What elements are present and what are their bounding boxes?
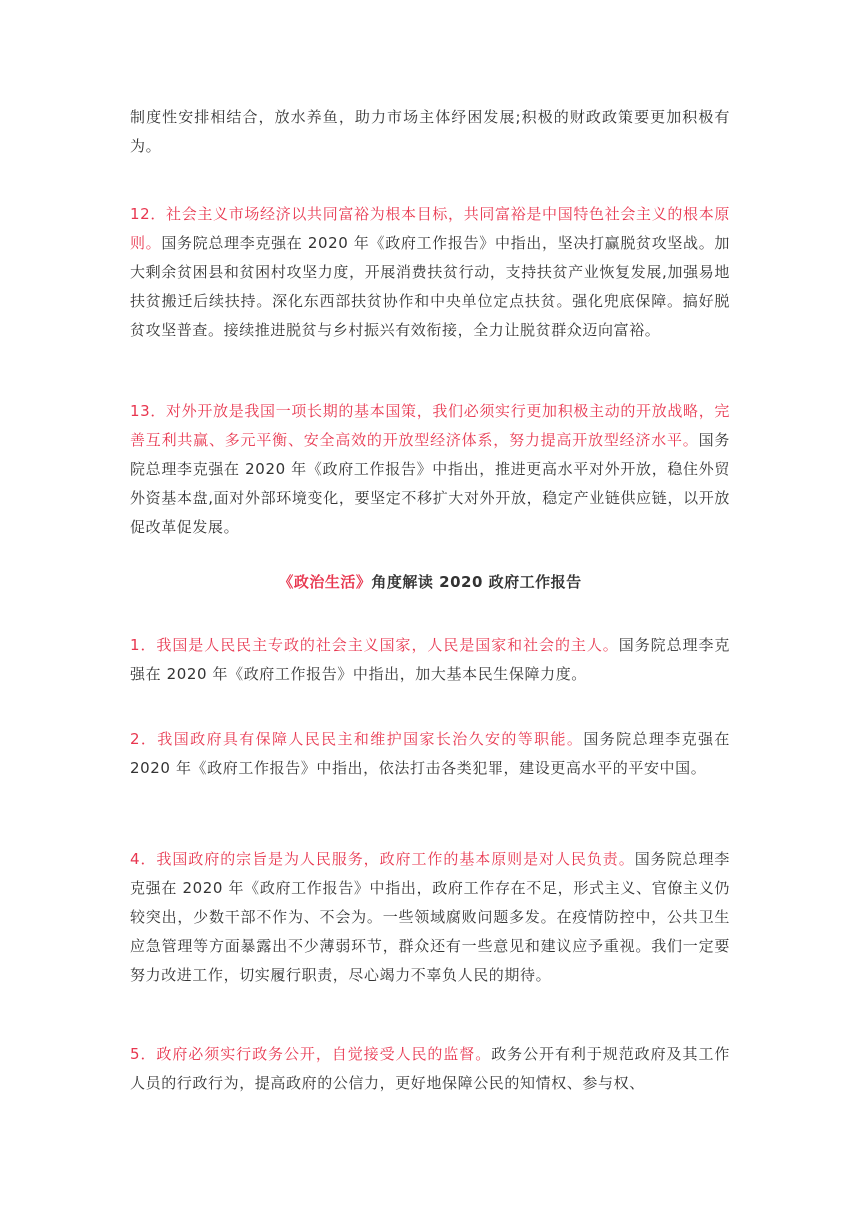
paragraph-highlight: 2．我国政府具有保障人民民主和维护国家长治久安的等职能。 (130, 730, 584, 748)
paragraph-text: 政务公开有利于规范政府及其工作人员的行政行为，提高政府的公信力，更好地保障公民的知情权、参与权、 (130, 1045, 730, 1092)
paragraph-item-12 (130, 200, 730, 345)
section-paragraph-5 (130, 1040, 730, 1098)
section-paragraph-2 (130, 725, 730, 783)
paragraph-text: 国务院总理李克强在 2020 年《政府工作报告》中指出，坚决打赢脱贫攻坚战。加大剩余贫困县和贫困村攻坚力度，开展消费扶贫行动，支持扶贫产业恢复发展,加强易地扶贫搬迁后续扶持。深化东西部扶贫协作和中央单位定点扶贫。强化兜底保障。搞好脱贫攻坚普查。接续推进脱贫与乡村振兴有效衔接，全力让脱贫群众迈向富裕。 (130, 234, 730, 339)
paragraph-text: 国务院总理李克强在 2020 年《政府工作报告》中指出，加大基本民生保障力度。 (130, 636, 731, 683)
paragraph-highlight: 1．我国是人民民主专政的社会主义国家，人民是国家和社会的主人。 (130, 636, 619, 654)
paragraph-highlight: 12．社会主义市场经济以共同富裕为根本目标，共同富裕是中国特色社会主义的根本原则。 (130, 205, 730, 252)
paragraph-continuation (130, 103, 730, 161)
section-heading-text: 角度解读 2020 政府工作报告 (371, 573, 582, 591)
paragraph-text: 制度性安排相结合，放水养鱼，助力市场主体纾困发展;积极的财政政策要更加积极有为。 (130, 108, 730, 155)
section-heading (130, 568, 730, 597)
section-heading-highlight: 《政治生活》 (278, 573, 372, 591)
paragraph-text: 国务院总理李克强在 2020 年《政府工作报告》中指出，政府工作存在不足，形式主义、官僚主义仍较突出，少数干部不作为、不会为。一些领域腐败问题多发。在疫情防控中，公共卫生应急管理等方面暴露出不少薄弱环节，群众还有一些意见和建议应予重视。我们一定要努力改进工作，切实履行职责，尽心竭力不辜负人民的期待。 (130, 850, 730, 984)
paragraph-item-13 (130, 397, 730, 542)
paragraph-text: 国务院总理李克强在 2020 年《政府工作报告》中指出，依法打击各类犯罪，建设更高水平的平安中国。 (130, 730, 730, 777)
paragraph-highlight: 4．我国政府的宗旨是为人民服务，政府工作的基本原则是对人民负责。 (130, 850, 635, 868)
paragraph-highlight: 13．对外开放是我国一项长期的基本国策，我们必须实行更加积极主动的开放战略，完善互利共赢、多元平衡、安全高效的开放型经济体系，努力提高开放型经济水平。 (130, 402, 730, 449)
paragraph-text: 国务院总理李克强在 2020 年《政府工作报告》中指出，推进更高水平对外开放，稳住外贸外资基本盘,面对外部环境变化，要坚定不移扩大对外开放，稳定产业链供应链，以开放促改革促发展。 (130, 431, 731, 536)
section-paragraph-4 (130, 845, 730, 990)
paragraph-highlight: 5．政府必须实行政务公开，自觉接受人民的监督。 (130, 1045, 492, 1063)
section-paragraph-1 (130, 631, 730, 689)
